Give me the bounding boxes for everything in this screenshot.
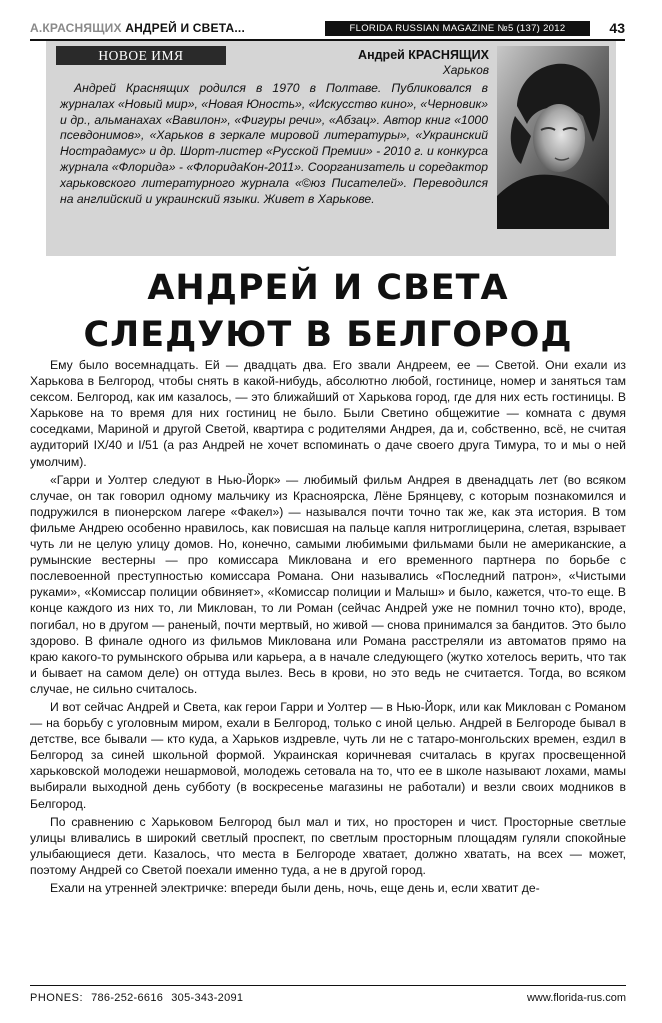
author-photo — [497, 46, 609, 229]
article-paragraph: «Гарри и Уолтер следуют в Нью-Йорк» — любимый фильм Андрея в двенадцать лет (во всяком случае, он так говорил одному мальчику из Красноярска, Лёне Брянцеву, с которым познакомился и подружился в пионерском лагере «Факел») — назывался почти точно так же, как эта история. В том фильме Андрею особенно нравилось, как повисшая на пальце капля нитроглицерина, слетая, взрывает чуть ли не целую улицу домов. Но, конечно, самыми любимыми фильмами были не американские, а румынские вестерны — про комиссара Миклована и его временного партнера по борьбе с послевоенной преступностью комиссара Романа. Они назывались «Последний патрон», «Чистыми руками», «Комиссар полиции обвиняет», «Комиссар полиции и Малыш» и было, кажется, что-то еще. В конце каждого из них то, ли Миклован, то ли Роман (сейчас Андрей уже не помнил точно кто), вроде, погибал, но в другом — раненый, почти мертвый, но живой — снова принимался за бандитов. Это было здорово. В финале одного из фильмов Миклована или Романа расстреляли из автоматов прямо на краю какого-то румынского обрыва или карьера, а в начале следующего (жутко хотелось верить, что так и бывает на самом деле) он оттуда вылез. Весь в крови, но это ведь не считается. Тогда, во всяком случае, не сильно считалось. — [30, 472, 626, 696]
author-portrait-image — [497, 46, 609, 229]
phone-number-1: 786-252-6616 — [91, 992, 164, 1004]
article-paragraph: И вот сейчас Андрей и Света, как герои Гарри и Уолтер — в Нью-Йорк, или как Миклован с Романом — на борьбу с уголовным миром, ехали в Белгород, только с иной целью. Андрей в Белгороде бывал в детстве, все бывали — кто куда, а Харьков издревле, чуть ли не с татаро-монгольских времен, ездил в Белгород за синей школьной формой. Украинская коричневая считалась в кругах просвещенной харьковской молодежи нешармовой, молодежь сетовала на то, что ее в школе называют лохами, мамы выбирали выходной день субботу (в воскресенье магазины не работали) и везли своих модников в Белгород. — [30, 699, 626, 811]
footer-phones — [30, 991, 243, 1005]
headline-line-1: АНДРЕЙ И СВЕТА — [147, 268, 509, 308]
phones-label: PHONES: — [30, 992, 84, 1004]
author-bio-box — [46, 41, 616, 256]
section-label: НОВОЕ ИМЯ — [56, 46, 226, 65]
article-body — [30, 357, 626, 898]
article-paragraph: Ехали на утренней электричке: впереди были день, ночь, еще день и, если хватит де- — [50, 881, 540, 895]
headline-line-2: СЛЕДУЮТ В БЕЛГОРОД — [83, 315, 573, 355]
article-paragraph: По сравнению с Харьковом Белгород был мал и тих, но просторен и чист. Просторные светлые улицы вливались в широкий светлый проспект, по светлым просторным площадям гуляли спокойные улыбающиеся дети. Казалось, что места в Белгороде хватает, должно хватать, на всех — может, поэтому Андрей со Светой поехали именно туда, а не в другой город. — [30, 814, 626, 877]
page-number: 43 — [609, 20, 625, 36]
author-bio-text: Андрей Краснящих родился в 1970 в Полтаве. Публиковался в журналах «Новый мир», «Новая Юность», «Искусство кино», «Черновик» и др., альманахах «Вавилон», «Фигуры речи», «Абзац». Автор книг «1000 псевдонимов», «Харьков в зеркале мировой литературы», «Украинский Нострадамус» и др. Шорт-листер «Русской Премии» - 2010 г. и конкурса журнала «Флорида» - «ФлоридаКон-2011». Соорганизатель и соредактор харьковского литературного журнала «©юз Писателей». Переводился на английский и украинский языки. Живет в Харькове. — [60, 81, 488, 206]
footer-website-link[interactable]: www.florida-rus.com — [526, 992, 626, 1004]
running-head — [30, 20, 310, 37]
running-head-title: АНДРЕЙ И СВЕТА... — [125, 21, 245, 35]
article-paragraph: Ему было восемнадцать. Ей — двадцать два. Его звали Андреем, ее — Светой. Они ехали из Харькова в Белгород, чтобы снять в какой-нибудь, абсолютно любой, гостинице, номер и заняться там сексом. Белгород, как им казалось, — это ближайший от Харькова город, где для них есть гостиницы. В Харькове на то время для них гостиниц не было. Были Светино общежитие — комната с двумя соседками, Мариной и другой Светой, квартира с родителями Андрея, да и, собственно, всё, не считая аудиторий IX/40 и I/51 (а раз Андрей не хочет вспоминать о даче своего друга Тимура, то и мы о ней умолчим). — [30, 358, 626, 469]
article-headline — [30, 265, 626, 359]
phone-number-2: 305-343-2091 — [171, 992, 244, 1004]
page-footer — [30, 985, 626, 1007]
running-head-author: А.КРАСНЯЩИХ — [30, 21, 122, 35]
author-city: Харьков — [442, 63, 489, 77]
magazine-issue-label: FLORIDA RUSSIAN MAGAZINE №5 (137) 2012 — [325, 21, 590, 36]
footer-rule — [30, 985, 626, 986]
page-header — [30, 20, 625, 42]
author-name: Андрей КРАСНЯЩИХ — [358, 48, 489, 62]
